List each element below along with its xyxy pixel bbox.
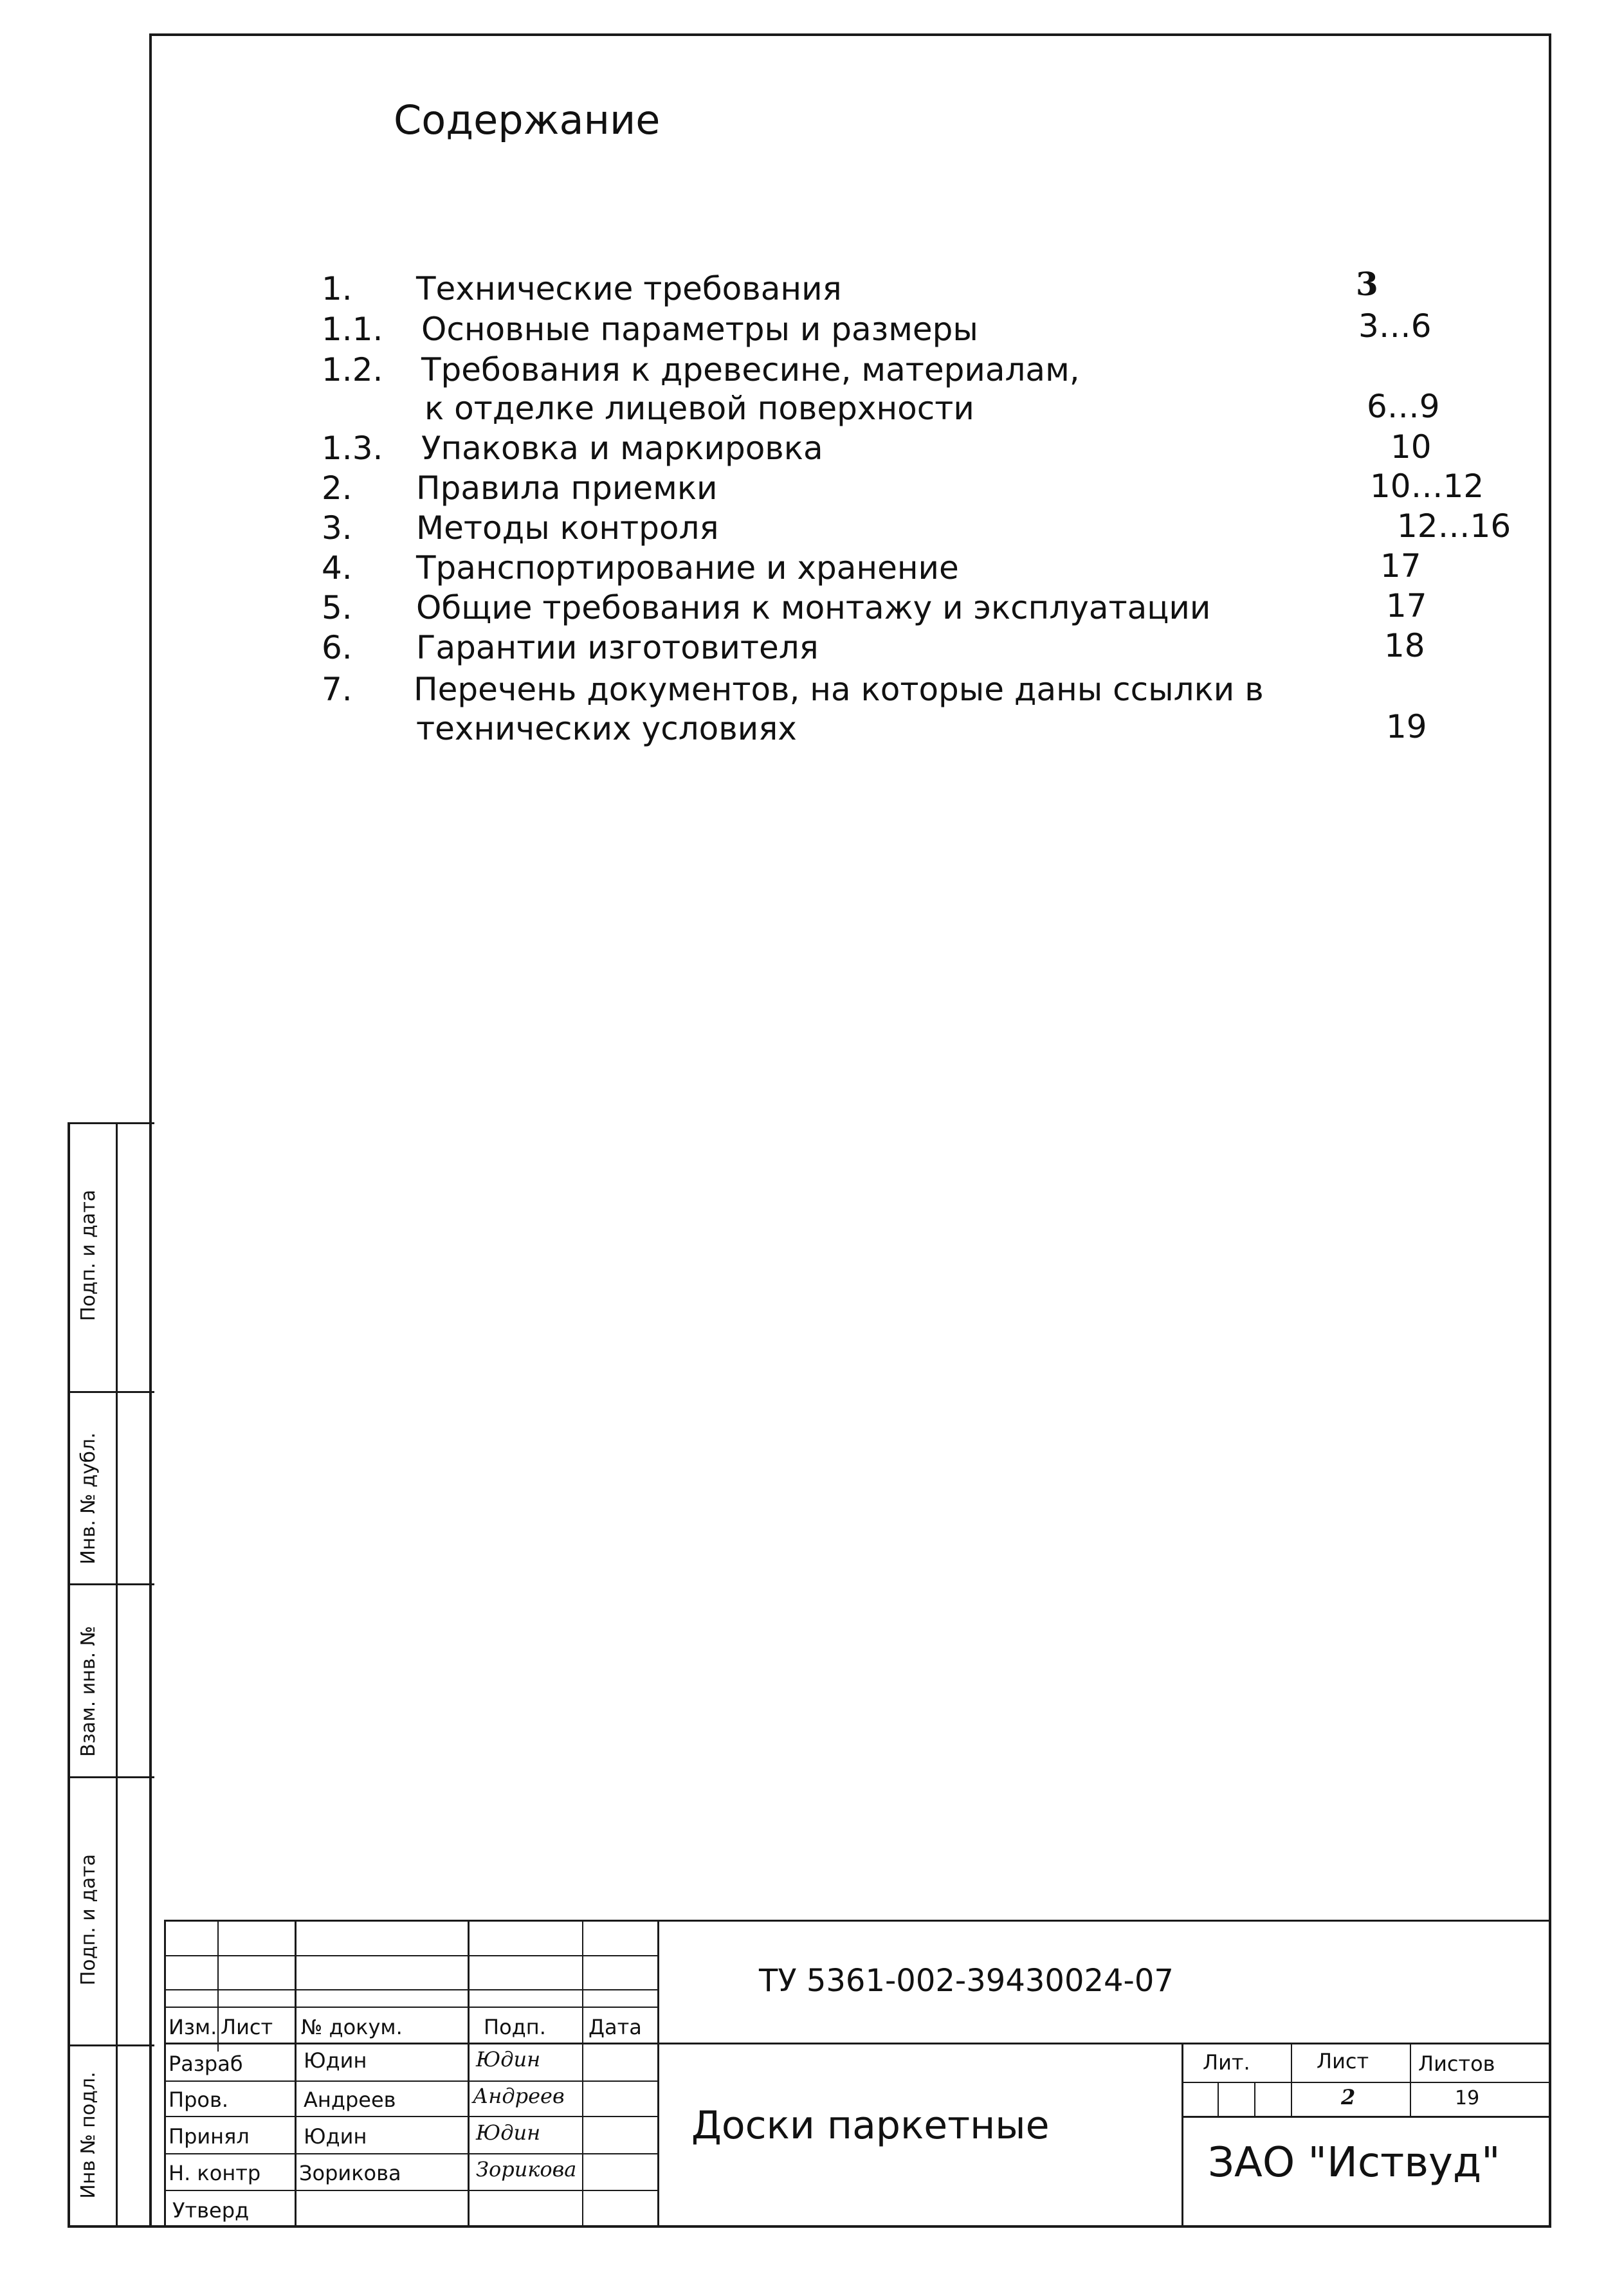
toc-entry: к отделке лицевой поверхности xyxy=(424,390,974,427)
toc-page: 3…6 xyxy=(1358,307,1432,345)
stamp-label-podp-data: Подп. и дата xyxy=(77,1189,100,1322)
toc-number: 1. xyxy=(322,270,352,307)
header-izm: Изм. xyxy=(169,2015,217,2039)
toc-page: 18 xyxy=(1384,627,1425,664)
sheets-value: 19 xyxy=(1455,2087,1480,2109)
toc-number: 1.2. xyxy=(322,351,383,388)
stamp-label-vzam-inv: Взам. инв. № xyxy=(77,1626,100,1757)
sheet-value: 2 xyxy=(1341,2085,1356,2109)
frame-right-border xyxy=(1549,33,1551,2228)
toc-entry: технических условиях xyxy=(416,710,797,747)
product-name: Доски паркетные xyxy=(691,2103,1050,2148)
toc-number: 1.3. xyxy=(322,430,383,467)
toc-entry: Перечень документов, на которые даны ссылки в xyxy=(414,671,1264,708)
signature: Андреев xyxy=(473,2084,565,2108)
header-data: Дата xyxy=(588,2015,642,2039)
role-name: Юдин xyxy=(304,2124,367,2149)
role-label: Разраб xyxy=(169,2052,243,2076)
frame-left-border xyxy=(149,33,152,2228)
toc-number: 2. xyxy=(322,469,352,507)
signature: Зорикова xyxy=(476,2157,577,2181)
toc-number: 3. xyxy=(322,509,352,547)
frame-top-border xyxy=(149,33,1551,36)
toc-page: 3 xyxy=(1356,265,1378,303)
stamp-label-inv-dubl: Инв. № дубл. xyxy=(77,1432,100,1565)
sheets-label: Листов xyxy=(1418,2052,1495,2076)
role-name: Юдин xyxy=(304,2048,367,2073)
toc-page: 19 xyxy=(1386,708,1427,745)
signature: Юдин xyxy=(476,2047,541,2071)
toc-number: 5. xyxy=(322,589,352,626)
role-name: Андреев xyxy=(304,2088,396,2112)
header-list: Лист xyxy=(221,2015,273,2039)
page-title: Содержание xyxy=(394,96,661,143)
toc-entry: Правила приемки xyxy=(416,469,718,507)
toc-number: 4. xyxy=(322,549,352,587)
company-name: ЗАО "Иствуд" xyxy=(1208,2139,1501,2187)
stamp-label-inv-podl: Инв № подл. xyxy=(77,2071,100,2199)
toc-number: 6. xyxy=(322,629,352,666)
sheet-label: Лист xyxy=(1317,2049,1369,2073)
frame-bottom-border xyxy=(68,2225,1551,2228)
toc-entry: Требования к древесине, материалам, xyxy=(421,351,1080,388)
toc-page: 17 xyxy=(1380,547,1421,585)
toc-page: 17 xyxy=(1386,587,1427,624)
toc-page: 10 xyxy=(1391,428,1432,466)
lit-label: Лит. xyxy=(1203,2050,1250,2075)
role-name: Зорикова xyxy=(299,2161,401,2185)
toc-page: 12…16 xyxy=(1397,507,1511,545)
role-label: Н. контр xyxy=(169,2161,261,2185)
signature: Юдин xyxy=(476,2120,541,2145)
toc-entry: Гарантии изготовителя xyxy=(416,629,819,666)
toc-number: 7. xyxy=(322,671,352,708)
toc-entry: Общие требования к монтажу и эксплуатации xyxy=(416,589,1211,626)
toc-page: 6…9 xyxy=(1367,388,1440,425)
role-label: Принял xyxy=(169,2124,250,2149)
stamp-label-podp-data-2: Подп. и дата xyxy=(77,1853,100,1986)
document-code: ТУ 5361-002-39430024-07 xyxy=(759,1963,1174,1999)
role-label: Пров. xyxy=(169,2088,228,2112)
header-doc-num: № докум. xyxy=(301,2015,403,2039)
header-podp: Подп. xyxy=(484,2015,546,2039)
toc-entry: Транспортирование и хранение xyxy=(416,549,959,587)
toc-entry: Методы контроля xyxy=(416,509,719,547)
toc-entry: Упаковка и маркировка xyxy=(421,430,823,467)
toc-page: 10…12 xyxy=(1370,468,1484,505)
toc-entry: Технические требования xyxy=(416,270,842,307)
toc-number: 1.1. xyxy=(322,311,383,348)
role-label: Утверд xyxy=(172,2198,250,2223)
toc-entry: Основные параметры и размеры xyxy=(421,311,978,348)
